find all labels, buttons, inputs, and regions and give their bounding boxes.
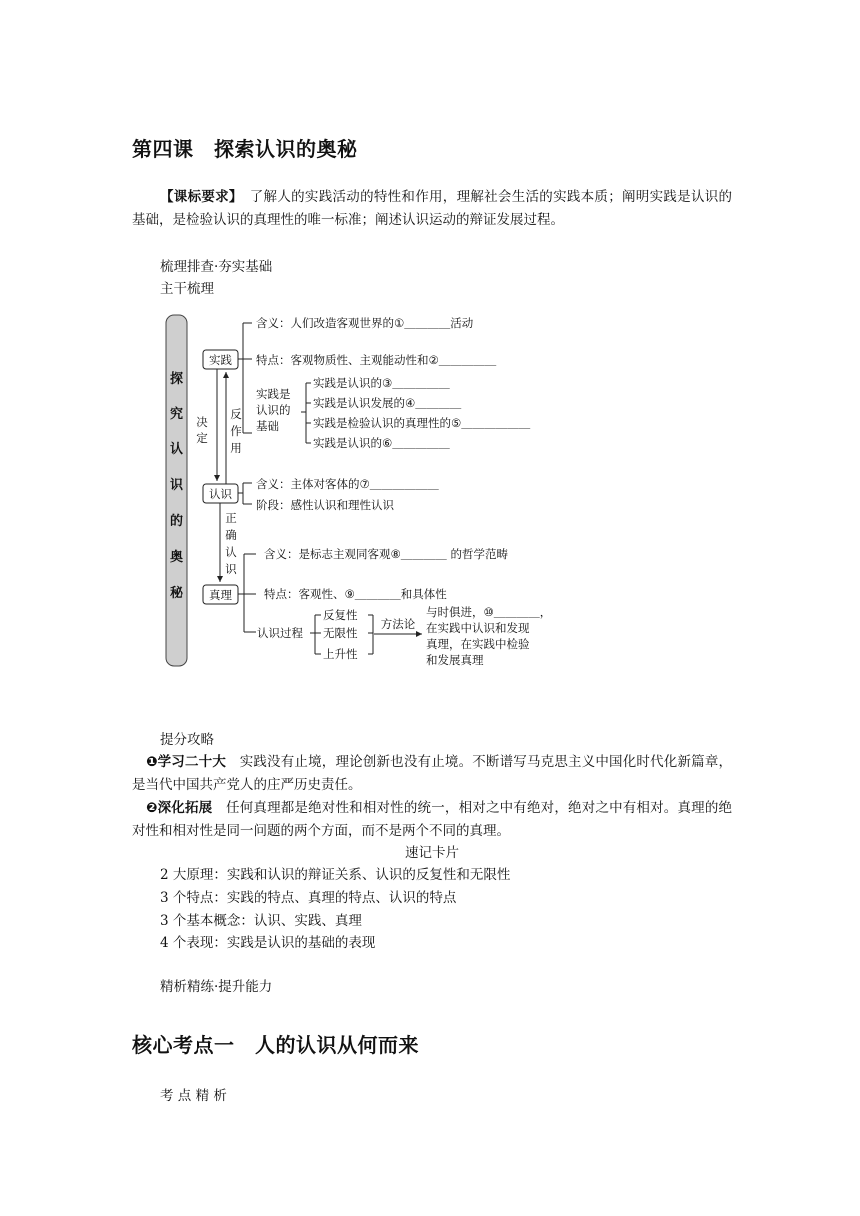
side-title-char: 奥 (169, 550, 184, 565)
process-bracket (310, 615, 321, 654)
method-label: 方法论 (380, 617, 416, 631)
section-tips-heading: 提分攻略 (160, 732, 214, 748)
tip2-label: ❷深化拓展 (146, 800, 213, 816)
concept-diagram (160, 306, 580, 676)
requirement-label: 【课标要求】 (160, 189, 236, 205)
tip-study (132, 751, 732, 797)
process-label: 认识过程 (257, 626, 303, 640)
section-practice-heading: 精析精练·提升能力 (160, 979, 273, 995)
card-line: 3 个特点：实践的特点、真理的特点、认识的特点 (160, 890, 457, 906)
node-practice: 实践 (209, 353, 232, 367)
side-title-char: 的 (169, 514, 184, 529)
section-review-heading: 梳理排查·夯实基础 (160, 259, 273, 275)
practice-basis-label-line: 实践是 (256, 387, 291, 401)
section-main-heading: 主干梳理 (160, 281, 214, 297)
method-text-line: 真理，在实践中检验 (426, 637, 530, 651)
practice-basis-item: 实践是检验认识的真理性的⑤＿＿＿＿＿＿ (313, 416, 531, 430)
practice-basis-label-line: 认识的 (256, 403, 291, 417)
truth-bracket (238, 554, 256, 632)
card-line: 2 大原理：实践和认识的辩证关系、认识的反复性和无限性 (160, 867, 511, 883)
practice-basis-bracket (301, 383, 311, 443)
page-title: 第四课 探索认识的奥秘 (132, 137, 358, 161)
card-line: 3 个基本概念：认识、实践、真理 (160, 913, 362, 929)
curriculum-requirement (132, 186, 732, 232)
cognition-meaning: 含义：主体对客体的⑦＿＿＿＿＿＿ (256, 477, 439, 491)
method-text-line: 在实践中认识和发现 (426, 621, 530, 635)
process-item: 反复性 (323, 608, 358, 622)
practice-basis-label-line: 基础 (256, 419, 279, 433)
practice-basis-item: 实践是认识发展的④＿＿＿＿ (313, 396, 462, 410)
edge-react-char: 用 (230, 441, 242, 455)
requirement-text: 了解人的实践活动的特性和作用，理解社会生活的实践本质；阐明实践是认识的基础，是检验认识的真理性的唯一标准；阐述认识运动的辩证发展过程。 (132, 189, 733, 228)
side-title-char: 秘 (169, 586, 184, 601)
practice-basis-item: 实践是认识的⑥＿＿＿＿＿ (313, 436, 450, 450)
practice-meaning: 含义：人们改造客观世界的①＿＿＿＿活动 (256, 316, 474, 330)
practice-basis-item: 实践是认识的③＿＿＿＿＿ (313, 376, 450, 390)
truth-meaning: 含义：是标志主观同客观⑧＿＿＿＿ 的哲学范畴 (264, 547, 508, 561)
side-title-char: 探 (169, 372, 184, 387)
edge-correct-char: 识 (225, 562, 237, 576)
core-point-title: 核心考点一 人的认识从何而来 (132, 1033, 419, 1057)
truth-feature: 特点：客观性、⑨＿＿＿＿和具体性 (264, 587, 447, 601)
side-title-char: 认 (169, 442, 184, 457)
tip1-label: ❶学习二十大 (146, 754, 227, 770)
tip2-text: 任何真理都是绝对性和相对性的统一，相对之中有绝对，绝对之中有相对。真理的绝对性和相对性是同一问题的两个方面，而不是两个不同的真理。 (132, 800, 733, 839)
node-cognition: 认识 (209, 487, 232, 501)
tip-deepen (132, 797, 732, 843)
card-line: 4 个表现：实践是认识的基础的表现 (160, 935, 376, 951)
tip1-text: 实践没有止境，理论创新也没有止境。不断谱写马克思主义中国化时代化新篇章，是当代中国共产党人的庄严历史责任。 (132, 754, 732, 793)
method-text-line: 和发展真理 (426, 653, 484, 667)
edge-correct-char: 确 (225, 528, 237, 542)
node-truth: 真理 (209, 588, 232, 602)
side-title-char: 究 (169, 407, 184, 422)
edge-react-char: 反 (230, 407, 242, 421)
analysis-label: 考 点 精 析 (160, 1088, 227, 1104)
practice-feature: 特点：客观物质性、主观能动性和②＿＿＿＿＿ (256, 353, 497, 367)
edge-correct-char: 正 (225, 511, 237, 525)
process-item: 上升性 (323, 647, 358, 661)
cognition-bracket (238, 483, 252, 504)
edge-react-char: 作 (230, 424, 242, 438)
method-text-line: 与时俱进，⑩＿＿＿＿， (426, 605, 552, 619)
process-right-bracket (368, 615, 373, 654)
edge-correct-char: 认 (225, 545, 237, 559)
edge-decide-char: 定 (196, 431, 208, 445)
edge-decide-char: 决 (196, 415, 208, 429)
side-title-char: 识 (169, 478, 184, 493)
cognition-stage: 阶段：感性认识和理性认识 (256, 498, 394, 512)
process-item: 无限性 (323, 626, 358, 640)
card-title: 速记卡片 (405, 845, 459, 861)
